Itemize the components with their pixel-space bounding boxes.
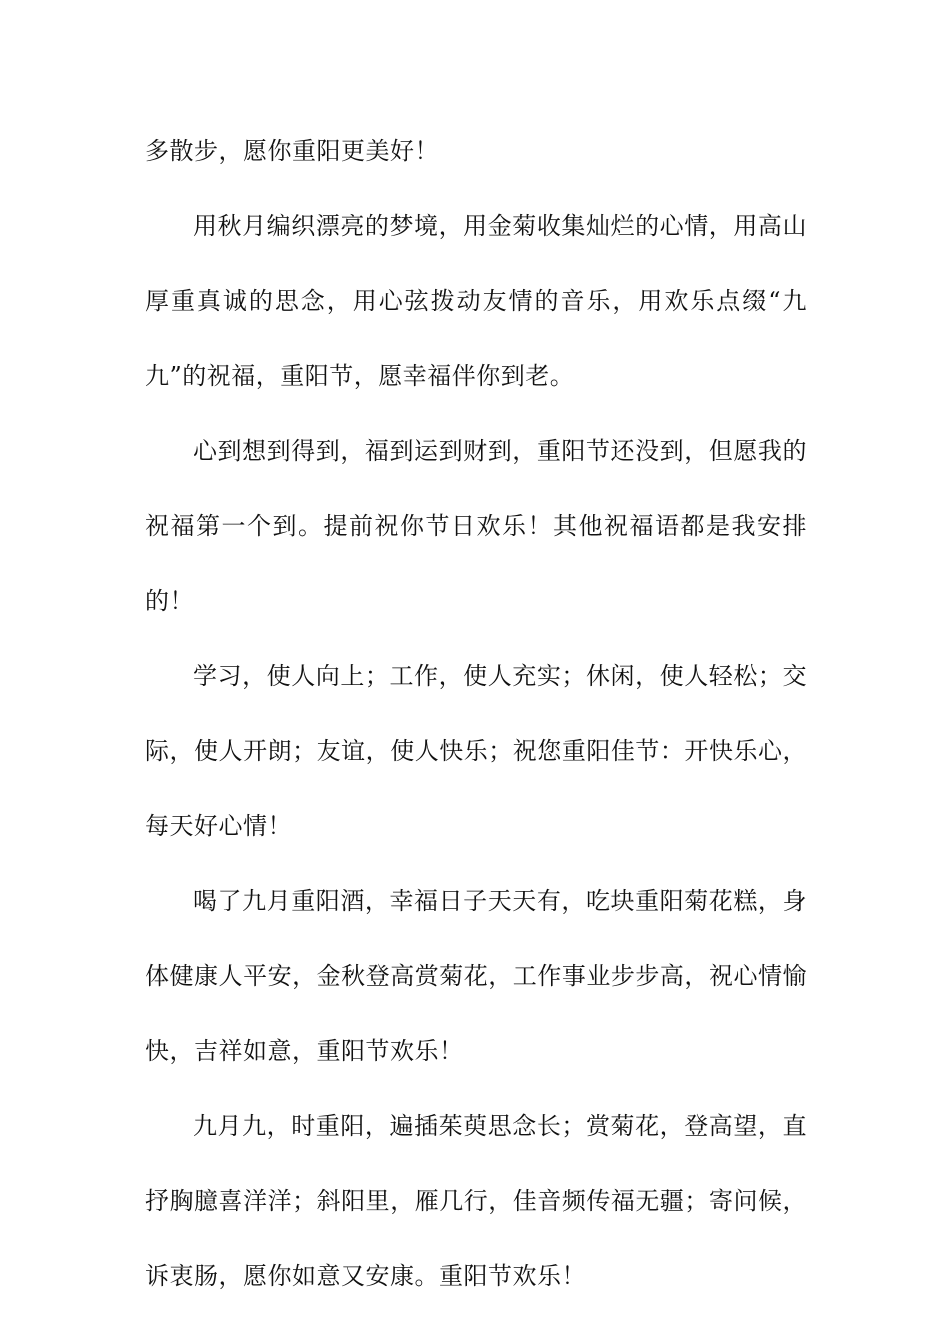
paragraph-continuation: 多散步，愿你重阳更美好！ <box>145 137 439 165</box>
paragraph-1: 用秋月编织漂亮的梦境，用金菊收集灿烂的心情，用高山厚重真诚的思念，用心弦拨动友情的音乐，用欢乐点缀“九九”的祝福，重阳节，愿幸福伴你到老。 <box>145 212 807 390</box>
paragraph-4: 喝了九月重阳酒，幸福日子天天有，吃块重阳菊花糕，身体健康人平安，金秋登高赏菊花，工作事业步步高，祝心情愉快，吉祥如意，重阳节欢乐！ <box>145 887 807 1065</box>
document-body <box>145 114 807 1314</box>
paragraph-2: 心到想到得到，福到运到财到，重阳节还没到，但愿我的祝福第一个到。提前祝你节日欢乐！其他祝福语都是我安排的！ <box>145 437 807 615</box>
paragraph-5: 九月九，时重阳，遍插茱萸思念长；赏菊花，登高望，直抒胸臆喜洋洋；斜阳里，雁几行，佳音频传福无疆；寄问候，诉衷肠，愿你如意又安康。重阳节欢乐！ <box>145 1112 807 1290</box>
paragraph-3: 学习，使人向上；工作，使人充实；休闲，使人轻松；交际，使人开朗；友谊，使人快乐；祝您重阳佳节：开快乐心，每天好心情！ <box>145 662 807 840</box>
